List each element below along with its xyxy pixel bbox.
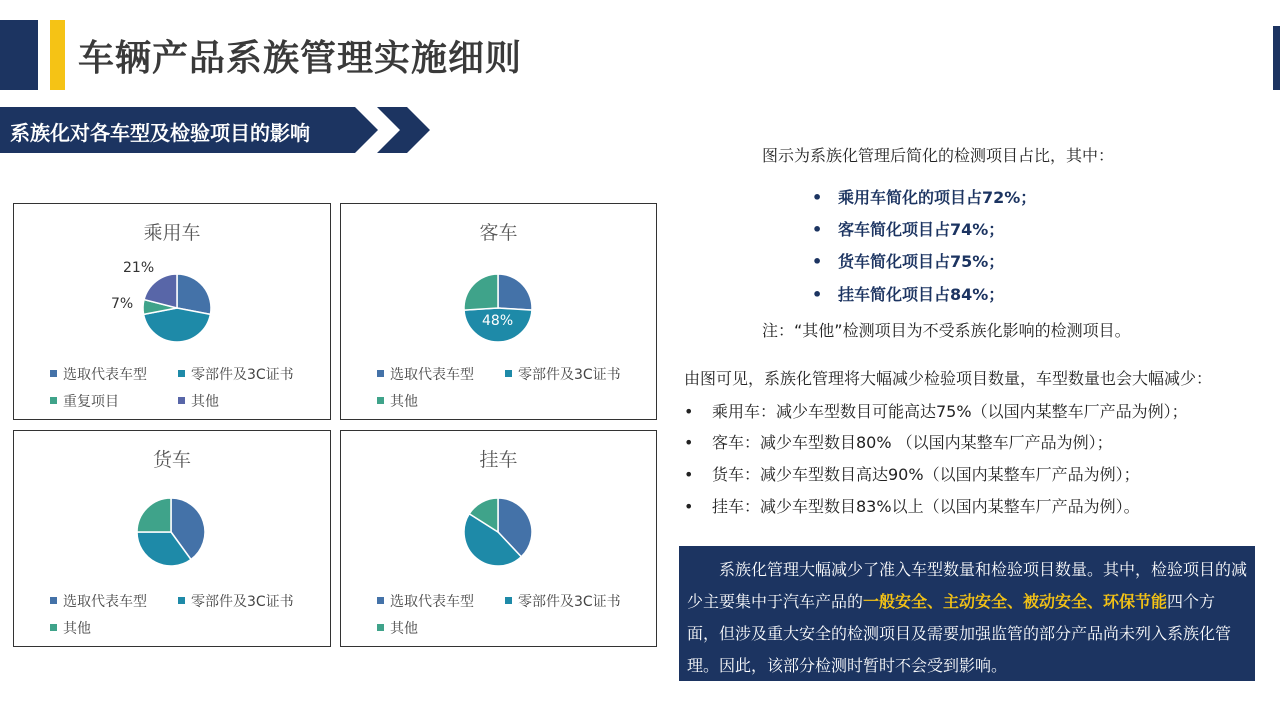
simplified-item: • 货车简化项目占75%； xyxy=(812,252,1005,271)
legend-item: 选取代表车型 xyxy=(377,364,474,384)
pie-slice-2 xyxy=(137,498,171,532)
legend-item: 零部件及3C证书 xyxy=(178,364,294,384)
data-label-parts: 48% xyxy=(482,313,514,329)
legend-item: 选取代表车型 xyxy=(50,364,147,384)
pie-slice-2 xyxy=(464,274,498,310)
chart-title: 乘用车 xyxy=(143,222,201,244)
reduction-item: • 挂车：减少车型数目83%以上（以国内某整车厂产品为例）。 xyxy=(684,497,1140,516)
chart-title: 货车 xyxy=(152,449,191,471)
reduction-item: • 货车：减少车型数目高达90%（以国内某整车厂产品为例）； xyxy=(684,465,1140,484)
chart-passenger-car xyxy=(13,203,331,420)
pie-chart xyxy=(137,268,217,348)
chart-bus xyxy=(340,203,657,420)
legend-item: 选取代表车型 xyxy=(377,591,474,611)
chart-truck xyxy=(13,430,331,647)
header-yellow-bar xyxy=(50,20,65,90)
legend-item: 其他 xyxy=(50,618,91,638)
summary-box xyxy=(679,546,1255,681)
summary-highlight: 一般安全、主动安全、被动安全、环保节能 xyxy=(863,592,1168,611)
page-title: 车辆产品系族管理实施细则 xyxy=(78,38,523,79)
reduction-item: • 乘用车：减少车型数目可能高达75%（以国内某整车厂产品为例）； xyxy=(684,402,1188,421)
header-navy-block xyxy=(0,20,38,90)
pie-slice-0 xyxy=(498,274,532,310)
legend-item: 其他 xyxy=(377,618,418,638)
summary-text-part2: 四个方面，但涉及重大安全的检测项目及需要加强监管的部分产品尚未列入系族化管理。因此，该部分检测时暂时不会受到影响。 xyxy=(687,592,1232,675)
pie-chart xyxy=(458,268,538,348)
chart-title: 客车 xyxy=(479,222,518,244)
simplified-item: • 乘用车简化的项目占72%； xyxy=(812,188,1037,207)
chart-title: 挂车 xyxy=(479,449,518,471)
pie-chart xyxy=(131,492,211,572)
reduction-item: • 客车：减少车型数目80% （以国内某整车厂产品为例）； xyxy=(684,433,1113,452)
reduction-intro: 由图可见，系族化管理将大幅减少检验项目数量，车型数量也会大幅减少： xyxy=(684,369,1213,388)
simplified-item: • 客车简化项目占74%； xyxy=(812,220,1005,239)
legend-item: 零部件及3C证书 xyxy=(505,591,621,611)
summary-text-part1: 系族化管理大幅减少了准入车型数量和检验项目数量。其中，检验项目的减少主要集中于汽车产品的 xyxy=(687,560,1248,611)
section-title: 系族化对各车型及检验项目的影响 xyxy=(10,121,310,145)
chart-trailer xyxy=(340,430,657,647)
intro-text: 图示为系族化管理后简化的检测项目占比，其中： xyxy=(762,146,1115,165)
section-banner xyxy=(0,107,430,153)
legend-item: 重复项目 xyxy=(50,391,119,411)
data-label-other: 21% xyxy=(123,260,155,276)
simplified-item: • 挂车简化项目占84%； xyxy=(812,285,1005,304)
legend-item: 零部件及3C证书 xyxy=(178,591,294,611)
note-text: 注：“其他”检测项目为不受系族化影响的检测项目。 xyxy=(762,321,1131,340)
legend-item: 其他 xyxy=(178,391,219,411)
pie-chart xyxy=(458,492,538,572)
legend-item: 其他 xyxy=(377,391,418,411)
data-label-repeat: 7% xyxy=(111,296,134,312)
legend-item: 零部件及3C证书 xyxy=(505,364,621,384)
header-right-bar xyxy=(1273,26,1280,90)
legend-item: 选取代表车型 xyxy=(50,591,147,611)
